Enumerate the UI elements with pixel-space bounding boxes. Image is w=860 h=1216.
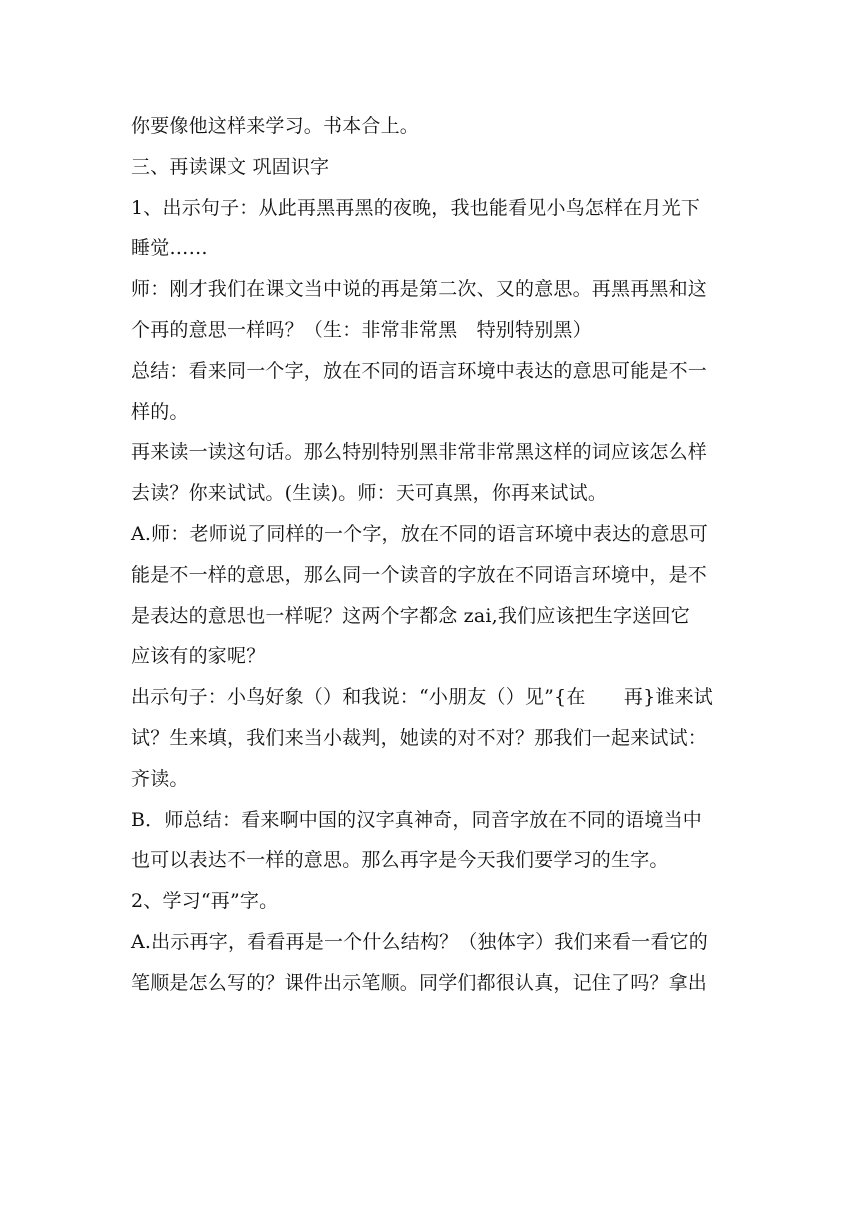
text-line: 师：刚才我们在课文当中说的再是第二次、又的意思。再黑再黑和这 [131, 278, 708, 301]
text-line: 1、出示句子：从此再黑再黑的夜晚，我也能看见小鸟怎样在月光下 [131, 196, 701, 219]
text-line: 2、学习“再”字。 [131, 890, 279, 913]
text-line: 应该有的家呢？ [131, 645, 266, 668]
text-line: 是表达的意思也一样呢？这两个字都念 zai,我们应该把生字送回它 [131, 604, 690, 627]
text-line: 笔顺是怎么写的？课件出示笔顺。同学们都很认真，记住了吗？拿出 [131, 971, 708, 994]
document-body [131, 106, 731, 1004]
text-line: 去读？你来试试。(生读)。师：天可真黑，你再来试试。 [131, 482, 608, 505]
text-line: A.出示再字，看看再是一个什么结构？（独体字）我们来看一看它的 [131, 930, 708, 953]
text-line: 试？生来填，我们来当小裁判，她读的对不对？那我们一起来试试： [131, 726, 708, 749]
text-line: 出示句子：小鸟好象（）和我说：“小朋友（）见”{在 再}谁来试 [131, 686, 714, 709]
text-line: 也可以表达不一样的意思。那么再字是今天我们要学习的生字。 [131, 849, 669, 872]
text-line: 样的。 [131, 400, 189, 423]
text-line: 总结：看来同一个字，放在不同的语言环境中表达的意思可能是不一 [131, 359, 708, 382]
text-line: 齐读。 [131, 767, 189, 790]
text-line: 睡觉…… [131, 237, 208, 260]
section-heading: 三、再读课文 巩固识字 [131, 155, 330, 178]
text-line: 个再的意思一样吗？（生：非常非常黑 特别特别黑） [131, 318, 592, 341]
text-line: 能是不一样的意思，那么同一个读音的字放在不同语言环境中，是不 [131, 563, 708, 586]
text-line: 再来读一读这句话。那么特别特别黑非常非常黑这样的词应该怎么样 [131, 441, 708, 464]
text-line: A.师：老师说了同样的一个字，放在不同的语言环境中表达的意思可 [131, 522, 708, 545]
text-line: 你要像他这样来学习。书本合上。 [131, 115, 420, 137]
text-line: B．师总结：看来啊中国的汉字真神奇，同音字放在不同的语境当中 [131, 808, 702, 831]
